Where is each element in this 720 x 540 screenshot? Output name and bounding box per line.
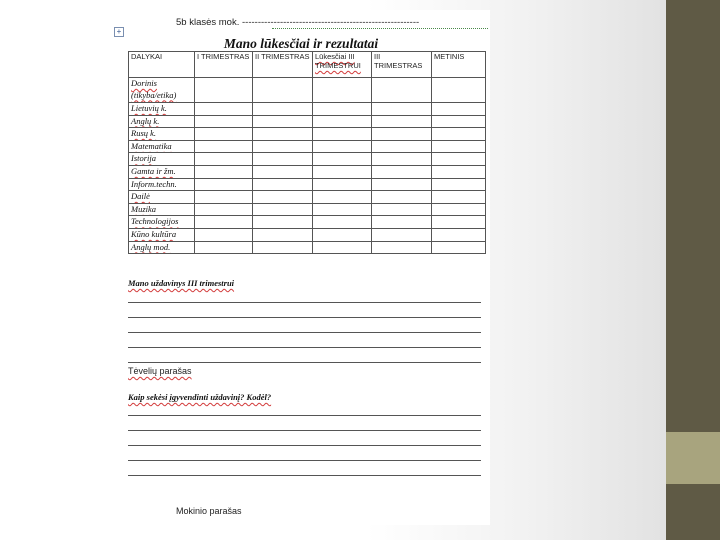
grade-cell[interactable] xyxy=(253,115,313,128)
table-row xyxy=(129,178,486,191)
grade-cell[interactable] xyxy=(432,203,486,216)
subject-cell: Technologijos xyxy=(129,216,195,229)
grade-cell[interactable] xyxy=(195,78,253,103)
grade-cell[interactable] xyxy=(313,153,372,166)
subject-cell: Inform.techn. xyxy=(129,178,195,191)
writing-line xyxy=(128,460,481,461)
grade-cell[interactable] xyxy=(253,203,313,216)
grade-cell[interactable] xyxy=(372,153,432,166)
table-row xyxy=(129,216,486,229)
writing-line xyxy=(128,415,481,416)
writing-line xyxy=(128,430,481,431)
grade-cell[interactable] xyxy=(195,241,253,254)
grade-cell[interactable] xyxy=(432,103,486,116)
grade-cell[interactable] xyxy=(432,153,486,166)
subject-cell: Matematika xyxy=(129,140,195,153)
grade-cell[interactable] xyxy=(432,115,486,128)
subject-cell: Gamta ir žm. xyxy=(129,165,195,178)
grade-cell[interactable] xyxy=(432,191,486,204)
parents-signature-label: Tėvelių parašas xyxy=(128,366,192,376)
header-underline xyxy=(272,28,488,29)
page-title: Mano lūkesčiai ir rezultatai xyxy=(223,36,379,51)
table-row xyxy=(129,203,486,216)
class-header xyxy=(176,17,488,28)
grade-cell[interactable] xyxy=(253,165,313,178)
student-signature-label: Mokinio parašas xyxy=(176,506,242,516)
grade-cell[interactable] xyxy=(313,216,372,229)
document-page xyxy=(112,10,490,525)
grade-cell[interactable] xyxy=(195,103,253,116)
grade-cell[interactable] xyxy=(313,103,372,116)
col-header: II TRIMESTRAS xyxy=(253,52,313,78)
col-header: I TRIMESTRAS xyxy=(195,52,253,78)
grade-cell[interactable] xyxy=(432,228,486,241)
grade-cell[interactable] xyxy=(432,216,486,229)
col-header: III TRIMESTRAS xyxy=(372,52,432,78)
grade-cell[interactable] xyxy=(313,241,372,254)
grade-cell[interactable] xyxy=(372,191,432,204)
col-header-text: Lūkesčiai III TRIMESTRUI xyxy=(315,52,361,70)
grade-cell[interactable] xyxy=(372,128,432,141)
writing-line xyxy=(128,347,481,348)
subject-cell: Anglų mod. xyxy=(129,241,195,254)
grade-cell[interactable] xyxy=(372,178,432,191)
grade-cell[interactable] xyxy=(432,241,486,254)
side-band-dark xyxy=(666,0,720,432)
grade-cell[interactable] xyxy=(313,128,372,141)
table-row xyxy=(129,78,486,103)
table-row xyxy=(129,115,486,128)
grade-cell[interactable] xyxy=(372,241,432,254)
table-row xyxy=(129,228,486,241)
grade-cell[interactable] xyxy=(313,228,372,241)
grade-cell[interactable] xyxy=(313,203,372,216)
writing-line xyxy=(128,362,481,363)
grade-cell[interactable] xyxy=(195,165,253,178)
grade-cell[interactable] xyxy=(195,191,253,204)
table-row xyxy=(129,191,486,204)
grade-cell[interactable] xyxy=(372,140,432,153)
grades-table xyxy=(128,51,486,254)
grade-cell[interactable] xyxy=(313,115,372,128)
grade-cell[interactable] xyxy=(253,191,313,204)
grade-cell[interactable] xyxy=(372,228,432,241)
grade-cell[interactable] xyxy=(253,178,313,191)
grade-cell[interactable] xyxy=(253,140,313,153)
grade-cell[interactable] xyxy=(432,165,486,178)
table-move-handle-icon[interactable]: + xyxy=(114,27,124,37)
col-header xyxy=(313,52,372,78)
table-row xyxy=(129,165,486,178)
grade-cell[interactable] xyxy=(372,115,432,128)
grade-cell[interactable] xyxy=(432,78,486,103)
table-row xyxy=(129,140,486,153)
table-header-row xyxy=(129,52,486,78)
grade-cell[interactable] xyxy=(372,103,432,116)
grade-cell[interactable] xyxy=(313,178,372,191)
grade-cell[interactable] xyxy=(432,140,486,153)
grade-cell[interactable] xyxy=(372,78,432,103)
grade-cell[interactable] xyxy=(253,241,313,254)
side-band-bottom xyxy=(666,484,720,540)
writing-line xyxy=(128,302,481,303)
table-row xyxy=(129,153,486,166)
writing-line xyxy=(128,317,481,318)
grade-cell[interactable] xyxy=(195,216,253,229)
grade-cell[interactable] xyxy=(253,103,313,116)
col-header: DALYKAI xyxy=(129,52,195,78)
subject-cell: Istorija xyxy=(129,153,195,166)
subject-cell: Kūno kultūra xyxy=(129,228,195,241)
grade-cell[interactable] xyxy=(195,203,253,216)
grade-cell[interactable] xyxy=(432,128,486,141)
grade-cell[interactable] xyxy=(253,228,313,241)
grade-cell[interactable] xyxy=(253,153,313,166)
grade-cell[interactable] xyxy=(195,153,253,166)
grade-cell[interactable] xyxy=(253,78,313,103)
table-row xyxy=(129,128,486,141)
subject-cell: Lietuvių k. xyxy=(129,103,195,116)
writing-line xyxy=(128,445,481,446)
writing-line xyxy=(128,475,481,476)
grade-cell[interactable] xyxy=(313,140,372,153)
grade-cell[interactable] xyxy=(253,216,313,229)
grade-cell[interactable] xyxy=(372,216,432,229)
writing-line xyxy=(128,332,481,333)
name-blank-dashes: -------------------------------------------------------- xyxy=(242,17,420,28)
grade-cell[interactable] xyxy=(195,115,253,128)
grade-cell[interactable] xyxy=(195,178,253,191)
side-band-light xyxy=(666,432,720,484)
goal-section-title: Mano uždavinys III trimestrui xyxy=(128,278,235,288)
grade-cell[interactable] xyxy=(432,178,486,191)
table-row xyxy=(129,241,486,254)
col-header: METINIS xyxy=(432,52,486,78)
grade-cell[interactable] xyxy=(372,203,432,216)
subject-cell: Dorinis (tikyba/etika) xyxy=(129,78,195,103)
class-label: 5b klasės mok. xyxy=(176,17,240,28)
subject-cell: Muzika xyxy=(129,203,195,216)
grade-cell[interactable] xyxy=(253,128,313,141)
grade-cell[interactable] xyxy=(313,191,372,204)
grade-cell[interactable] xyxy=(313,78,372,103)
subject-cell: Dailė xyxy=(129,191,195,204)
grade-cell[interactable] xyxy=(195,128,253,141)
grade-cell[interactable] xyxy=(195,140,253,153)
reflection-section-title: Kaip sekėsi įgyvendinti uždavinį? Kodėl? xyxy=(128,392,272,402)
grade-cell[interactable] xyxy=(372,165,432,178)
subject-cell: Anglų k. xyxy=(129,115,195,128)
grade-cell[interactable] xyxy=(195,228,253,241)
subject-cell: Rusų k. xyxy=(129,128,195,141)
table-row xyxy=(129,103,486,116)
grade-cell[interactable] xyxy=(313,165,372,178)
